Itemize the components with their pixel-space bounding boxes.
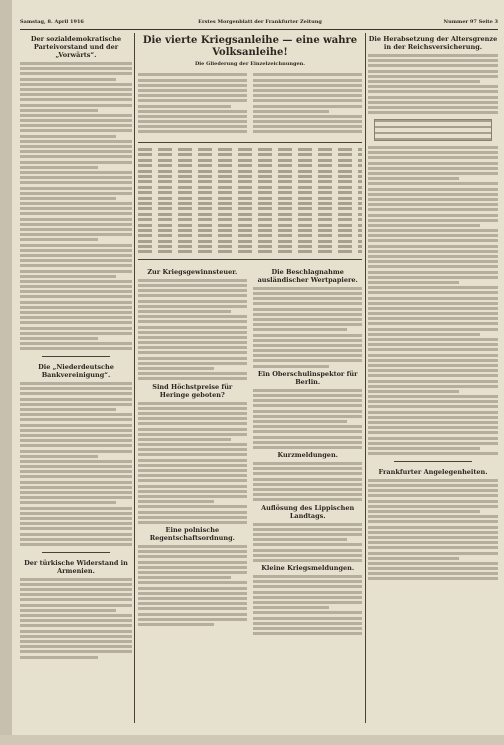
scan-bottom-edge [0,735,504,745]
article-heading: Die Herabsetzung der Altersgrenze in der Reichsversicherung. [368,35,498,51]
article-heading: Kleine Kriegsmeldungen. [261,564,355,573]
subscription-statistics-table [138,142,362,260]
article-heading: Die „Niederdeutsche Bankvereinigung“. [38,363,114,380]
article-heading: Zur Kriegsgewinnsteuer. [147,267,238,276]
page-header [20,17,498,30]
formula-box [374,119,492,141]
column-rule [365,33,366,723]
article-body [20,578,132,659]
column-3 [368,33,498,723]
lower-articles [138,266,362,638]
lead-article-body [138,71,362,135]
header-edition: Erstes Morgenblatt der Frankfurter Zeitung [198,19,322,25]
article-heading: Sind Höchstpreise für Heringe geboten? [152,382,233,399]
column-1 [20,33,132,723]
article-heading: Die Beschlagnahme ausländischer Wertpapiere. [257,267,358,284]
article-body [20,62,132,350]
article-heading: Auflösung des Lippischen Landtags. [261,503,355,520]
article-body [368,54,498,455]
article-heading: Kurzmeldungen. [277,451,338,460]
divider [42,356,109,357]
main-headline: Die vierte Kriegsanleihe — eine wahre Volksanleihe! [142,35,358,58]
column-2 [138,33,362,723]
divider [42,552,109,553]
sub-headline: Die Gliederung der Einzelzeichnungen. [194,61,306,67]
article-heading: Ein Oberschulinspektor für Berlin. [257,369,358,386]
article-body [20,382,132,546]
column-rule [134,33,135,723]
scan-edge [0,0,12,745]
divider [394,461,472,462]
header-date: Samstag, 8. April 1916 [20,19,84,25]
article-heading: Frankfurter Angelegenheiten. [378,467,488,476]
article-heading: Der sozialdemokratische Parteivorstand und der „Vorwärts“. [30,35,122,59]
article-body [368,479,498,581]
article-heading: Eine polnische Regentschaftsordnung. [149,526,235,543]
article-heading: Der türkische Widerstand in Armenien. [24,558,128,575]
header-page-number: Nummer 97 Seite 3 [443,19,498,25]
